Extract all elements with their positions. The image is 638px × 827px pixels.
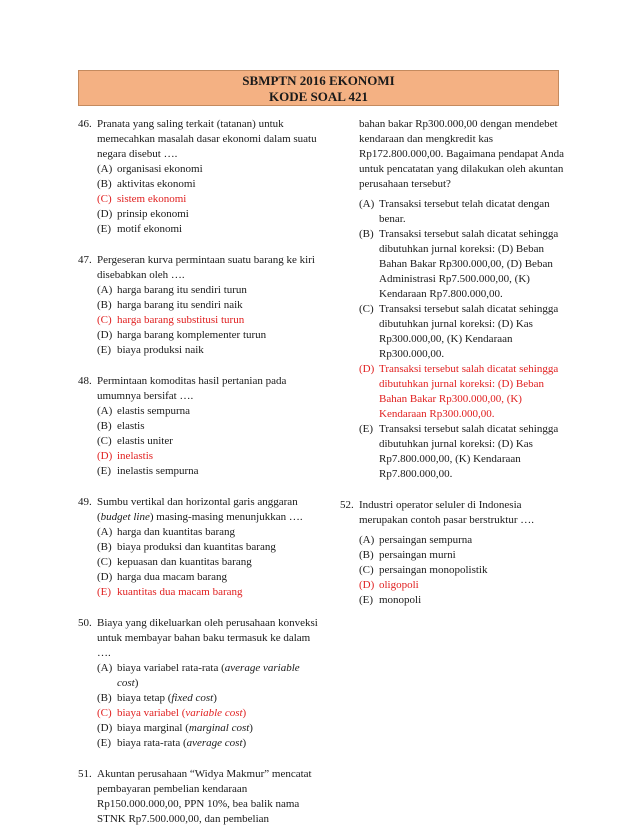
question-49 xyxy=(78,495,318,600)
option-a: (A) harga dan kuantitas barang xyxy=(97,526,236,538)
question-number: 49. xyxy=(78,496,92,508)
question-51-continued xyxy=(340,117,572,482)
question-51 xyxy=(78,767,318,827)
option-d-answer: (D) oligopoli xyxy=(359,579,419,591)
option-e: (E) inelastis sempurna xyxy=(97,465,199,477)
option-c: (C) Transaksi tersebut salah dicatat sehingga dibutuhkan jurnal koreksi: (D) Kas Rp300.000,00, (K) Kendaraan Rp300.000,00. xyxy=(359,303,559,360)
question-50 xyxy=(78,616,318,751)
option-b: (B) elastis xyxy=(97,420,145,432)
document-header xyxy=(78,70,559,106)
option-c: (C) kepuasan dan kuantitas barang xyxy=(97,556,252,568)
question-number: 48. xyxy=(78,375,92,387)
question-number: 50. xyxy=(78,617,92,629)
question-stem-part2: bahan bakar Rp300.000,00 dengan mendebet kendaraan dan mengkredit kas Rp172.800.000,00. Bagaimana pendapat Anda untuk pencatatan yang dilakukan oleh akuntan perusahaan tersebut? xyxy=(359,118,564,190)
question-stem: Pergeseran kurva permintaan suatu barang ke kiri disebabkan oleh …. xyxy=(97,254,315,281)
option-e: (E) biaya rata-rata (average cost) xyxy=(97,737,247,749)
option-e: (E) motif ekonomi xyxy=(97,223,183,235)
option-a: (A) persaingan sempurna xyxy=(359,534,473,546)
question-number: 47. xyxy=(78,254,92,266)
option-b: (B) harga barang itu sendiri naik xyxy=(97,299,243,311)
option-b: (B) aktivitas ekonomi xyxy=(97,178,196,190)
option-b: (B) biaya tetap (fixed cost) xyxy=(97,692,217,704)
option-e: (E) biaya produksi naik xyxy=(97,344,204,356)
document-subtitle: KODE SOAL 421 xyxy=(269,89,368,104)
question-stem: Industri operator seluler di Indonesia merupakan contoh pasar berstruktur …. xyxy=(359,499,535,526)
question-stem: Permintaan komoditas hasil pertanian pada umumnya bersifat …. xyxy=(97,375,287,402)
option-b: (B) persaingan murni xyxy=(359,549,456,561)
question-stem-part1: Akuntan perusahaan “Widya Makmur” mencatat pembayaran pembelian kendaraan Rp150.000.000,00, PPN 10%, bea balik nama STNK Rp7.500.000,00, dan pembelian xyxy=(97,768,312,825)
option-d: (D) prinsip ekonomi xyxy=(97,208,189,220)
question-stem: Biaya yang dikeluarkan oleh perusahaan konveksi untuk membayar bahan baku termasuk ke dalam …. xyxy=(97,617,318,659)
right-column xyxy=(340,117,572,608)
option-c: (C) elastis uniter xyxy=(97,435,173,447)
option-e: (E) Transaksi tersebut salah dicatat sehingga dibutuhkan jurnal koreksi: (D) Kas Rp7.800.000,00, (K) Kendaraan Rp7.800.000,00. xyxy=(359,423,559,480)
question-number: 51. xyxy=(78,768,92,780)
option-c-answer: (C) sistem ekonomi xyxy=(97,193,187,205)
question-number: 46. xyxy=(78,118,92,130)
option-e: (E) monopoli xyxy=(359,594,422,606)
option-b: (B) biaya produksi dan kuantitas barang xyxy=(97,541,276,553)
option-d: (D) biaya marginal (marginal cost) xyxy=(97,722,253,734)
option-a: (A) biaya variabel rata-rata (average variable cost) xyxy=(97,662,300,689)
option-b: (B) Transaksi tersebut salah dicatat sehingga dibutuhkan jurnal koreksi: (D) Beban Bahan Bakar Rp300.000,00, (D) Beban Administrasi Rp7.500.000,00, (K) Kendaraan Rp7.800.000,00. xyxy=(359,228,559,300)
question-stem: Pranata yang saling terkait (tatanan) untuk memecahkan masalah dasar ekonomi dalam suatu negara disebut …. xyxy=(97,118,317,160)
option-d-answer: (D) inelastis xyxy=(97,450,154,462)
option-c-answer: (C) harga barang substitusi turun xyxy=(97,314,245,326)
question-46 xyxy=(78,117,318,237)
document-title: SBMPTN 2016 EKONOMI xyxy=(242,73,395,88)
question-48 xyxy=(78,374,318,479)
option-a: (A) harga barang itu sendiri turun xyxy=(97,284,247,296)
question-number: 52. xyxy=(340,499,354,511)
option-d-answer: (D) Transaksi tersebut salah dicatat sehingga dibutuhkan jurnal koreksi: (D) Beban Bahan Bakar Rp300.000,00, (K) Kendaraan Rp300.000,00. xyxy=(359,363,559,420)
question-47 xyxy=(78,253,318,358)
option-d: (D) harga dua macam barang xyxy=(97,571,228,583)
option-d: (D) harga barang komplementer turun xyxy=(97,329,267,341)
question-52 xyxy=(340,498,572,608)
option-c-answer: (C) biaya variabel (variable cost) xyxy=(97,707,247,719)
option-a: (A) organisasi ekonomi xyxy=(97,163,203,175)
option-c: (C) persaingan monopolistik xyxy=(359,564,488,576)
option-a: (A) elastis sempurna xyxy=(97,405,191,417)
question-stem: Sumbu vertikal dan horizontal garis anggaran (budget line) masing-masing menunjukkan …. xyxy=(97,496,303,523)
option-e-answer: (E) kuantitas dua macam barang xyxy=(97,586,243,598)
option-a: (A) Transaksi tersebut telah dicatat dengan benar. xyxy=(359,198,550,225)
left-column xyxy=(78,117,318,827)
